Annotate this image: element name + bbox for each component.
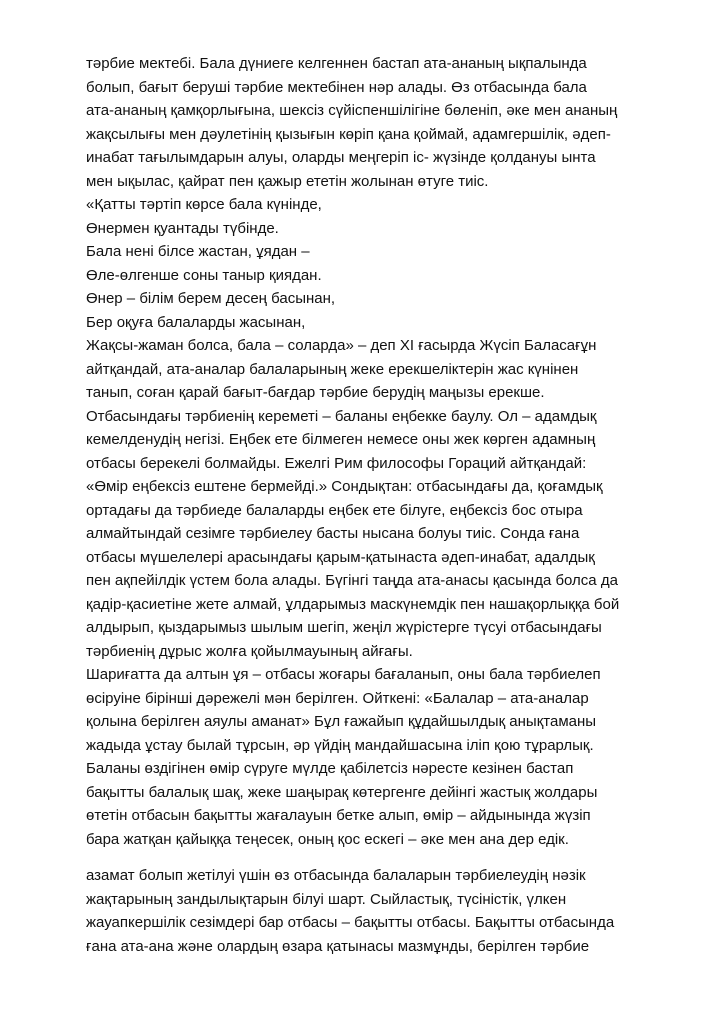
paragraph-block-2 [86,864,706,958]
text-line: жадыда ұстау былай тұрсын, әр үйдің мандайшасына іліп қою тұрарлық. [86,736,594,754]
text-line: инабат тағылымдарын алуы, оларды меңгеріп іс- жүзінде қолдануы ынта [86,149,596,166]
text-line: отбасы берекелі болмайды. Ежелгі Рим философы Гораций айтқандай: [86,454,587,472]
text-line: «Өмір еңбексіз ештене бермейді.» Сондықтан: отбасындағы да, қоғамдық [86,478,603,495]
text-line: «Қатты тәртіп көрсе бала күнінде, [86,196,322,213]
text-line: Баланы өздігінен өмір сүруге мүлде қабілетсіз нәресте кезінен бастап [86,760,574,777]
text-line: пен ақпейілдік үстем бола алады. Бүгінгі таңда ата-анасы қасында болса да [86,572,618,589]
text-line: бара жатқан қайыққа теңесек, оның қос ескегі – әке мен ана дер едік. [86,830,569,848]
text-line: қадір-қасиетіне жете алмай, ұлдарымыз маскүнемдік пен нашақорлыққа бой [86,595,620,613]
text-line: Өнер – білім берем десең басынан, [86,290,336,307]
text-line: Жақсы-жаман болса, бала – соларда» – деп XI ғасырда Жүсіп Баласағұн [86,337,597,354]
text-line: алдырып, қыздарымыз шылым шегіп, жеңіл жүрістерге түсуі отбасындағы [86,619,602,636]
text-line: Отбасындағы тәрбиенің кереметі – баланы еңбекке баулу. Ол – адамдық [86,407,597,425]
text-line: қолына берілген аяулы аманат» Бұл ғажайып құдайшылдық анықтаманы [86,713,597,730]
text-line: Өнермен қуантады түбінде. [86,219,279,237]
text-line: тәрбие мектебі. Бала дүниеге келгеннен бастап ата-ананың ықпалында [86,55,587,72]
text-line: Бала нені білсе жастан, ұядан – [86,243,310,260]
text-line: Шариғатта да алтын ұя – отбасы жоғары бағаланып, оны бала тәрбиелеп [86,666,601,683]
text-line: ғана ата-ана және олардың өзара қатынасы мазмұнды, берілген тәрбие [86,937,590,955]
text-line: өтетін отбасын бақытты жағалауын бетке алып, өмір – айдынында жүзіп [86,807,591,824]
text-line: өсіруіне бірінші дәрежелі мән берілген. Ойткені: «Балалар – ата-аналар [86,689,589,707]
text-line: Бер оқуға балаларды жасынан, [86,313,306,331]
text-line: мен ықылас, қайрат пен қажыр ететін жолынан өтуге тиіс. [86,172,489,190]
text-line: танып, соған қарай бағыт-бағдар тәрбие берудің маңызы ерекше. [86,384,545,401]
text-line: бақытты балалық шақ, жеке шаңырақ көтергенге дейінгі жастық жолдары [86,783,598,801]
text-line: кемелденудің негізі. Еңбек ете білмеген немесе оны жек көрген адамның [86,431,596,448]
text-line: болып, бағыт беруші тәрбие мектебінен нәр алады. Өз отбасында бала [86,78,587,96]
text-line: жауапкершілік сезімдері бар отбасы – бақытты отбасы. Бақытты отбасында [86,914,615,931]
text-line: Өле-өлгенше соны таныр қиядан. [86,266,322,284]
text-line: жақсылығы мен дәулетінің қызығын көріп қана қоймай, адамгершілік, әдеп- [86,125,611,143]
text-line: жақтарының зандылықтарын білуі шарт. Сыйластық, түсіністік, үлкен [86,890,567,908]
text-line: ата-ананың қамқорлығына, шексіз сүйіспеншілігіне бөленіп, әке мен ананың [86,102,618,119]
text-line: отбасы мүшелелері арасындағы қарым-қатынаста әдеп-инабат, адалдық [86,548,595,566]
text-line: айтқандай, ата-аналар балаларының жеке ерекшеліктерін жас күнінен [86,360,579,378]
text-line: алмайтындай сезімге тәрбиелеу басты нысана болуы тиіс. Сонда ғана [86,525,580,542]
text-line: ортадағы да тәрбиеде балаларды еңбек ете білуге, еңбексіз бос отыра [86,501,583,519]
text-line: азамат болып жетілуі үшін өз отбасында балаларын тәрбиелеудің нәзік [86,867,586,884]
paragraph-block-1 [86,52,706,851]
text-line: тәрбиенің дұрыс жолға қойылмауының айғағы. [86,642,413,660]
